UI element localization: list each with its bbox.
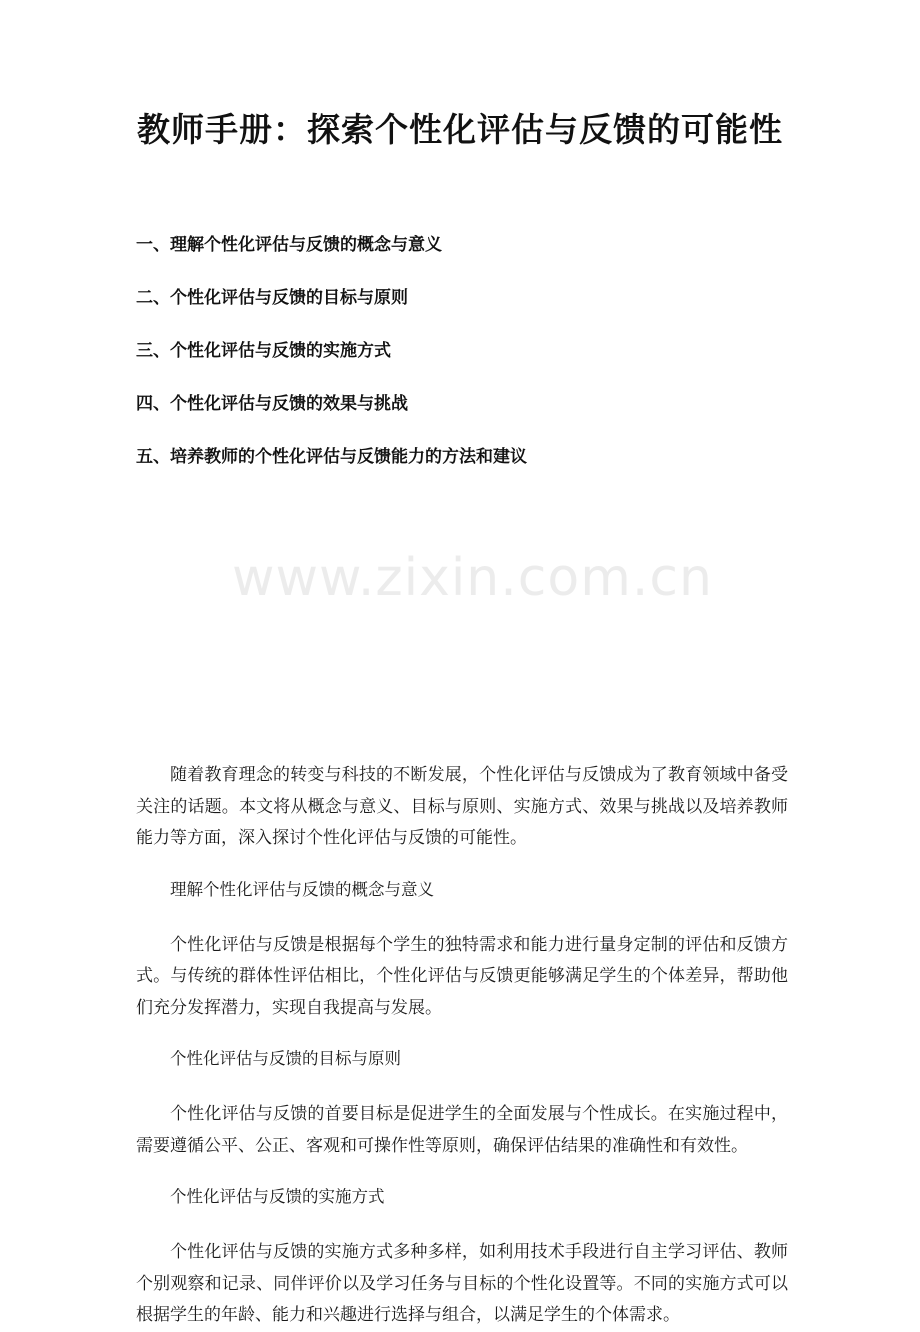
toc-item: 二、个性化评估与反馈的目标与原则 — [136, 288, 408, 308]
toc-item: 五、培养教师的个性化评估与反馈能力的方法和建议 — [136, 447, 527, 467]
section-heading: 个性化评估与反馈的目标与原则 — [170, 1049, 401, 1068]
section-paragraph: 个性化评估与反馈的实施方式多种多样，如利用技术手段进行自主学习评估、教师个别观察和记录、同伴评价以及学习任务与目标的个性化设置等。不同的实施方式可以根据学生的年龄、能力和兴趣进行选择与组合，以满足学生的个体需求。 — [136, 1242, 788, 1325]
section-paragraph: 个性化评估与反馈是根据每个学生的独特需求和能力进行量身定制的评估和反馈方式。与传统的群体性评估相比，个性化评估与反馈更能够满足学生的个体差异，帮助他们充分发挥潜力，实现自我提高与发展。 — [136, 934, 788, 1018]
document-title: 教师手册：探索个性化评估与反馈的可能性 — [137, 110, 783, 149]
intro-paragraph: 随着教育理念的转变与科技的不断发展，个性化评估与反馈成为了教育领域中备受关注的话题。本文将从概念与意义、目标与原则、实施方式、效果与挑战以及培养教师能力等方面，深入探讨个性化评估与反馈的可能性。 — [136, 765, 788, 848]
toc-item: 四、个性化评估与反馈的效果与挑战 — [136, 394, 408, 414]
body-text — [136, 760, 788, 1332]
section-paragraph: 个性化评估与反馈的首要目标是促进学生的全面发展与个性成长。在实施过程中，需要遵循公平、公正、客观和可操作性等原则，确保评估结果的准确性和有效性。 — [136, 1104, 788, 1156]
section-heading: 个性化评估与反馈的实施方式 — [170, 1187, 385, 1206]
toc-item: 三、个性化评估与反馈的实施方式 — [136, 341, 391, 361]
watermark: www.zixin.com.cn — [232, 548, 713, 608]
toc-item: 一、理解个性化评估与反馈的概念与意义 — [136, 235, 442, 255]
table-of-contents — [136, 231, 796, 496]
section-heading: 理解个性化评估与反馈的概念与意义 — [170, 879, 434, 899]
